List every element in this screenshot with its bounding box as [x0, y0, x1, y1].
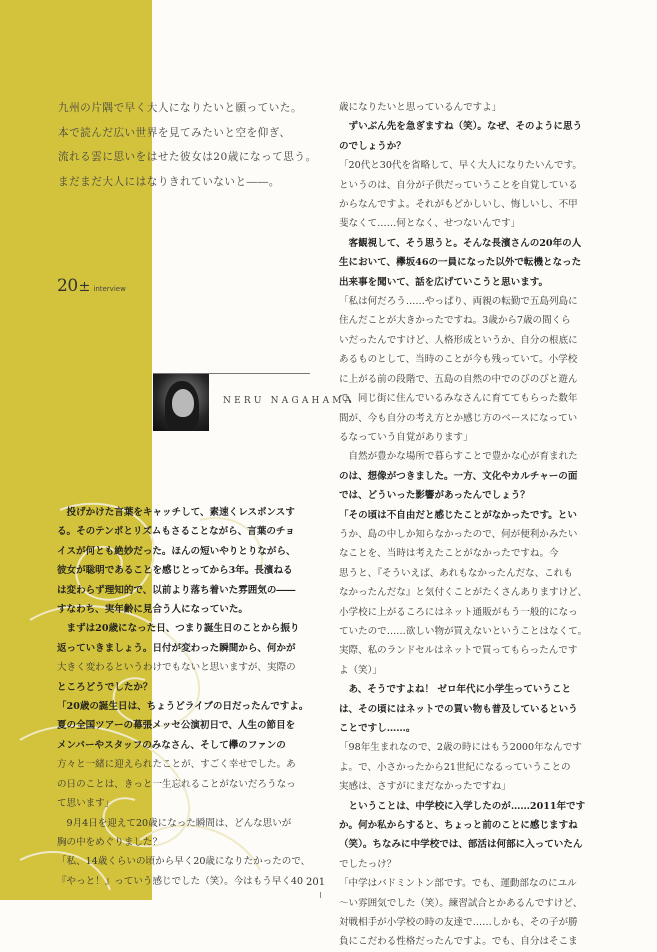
text-line: あるものとして、当時のことが今も残っていて。小学校 [339, 354, 578, 366]
text-line: ていたので……欲しい物が買えないということはなくて。 [339, 625, 588, 637]
left-column [57, 503, 317, 891]
text-line: は変わらず理知的で、以前より落ち着いた雰囲気の―― [57, 584, 296, 596]
text-line: まずは20歳になった日、つまり誕生日のことから振り [57, 623, 300, 635]
text-line: 9月4日を迎えて20歳になった瞬間は、どんな思いが [57, 817, 292, 829]
text-line: る。そのテンポとリズムもさることながら、言葉のチョ [57, 526, 295, 538]
text-line: イスが何とも絶妙だった。ほんの短いやりとりながら、 [57, 545, 296, 557]
text-line: 大きく変わるというわけでもないと思いますが、実際の [57, 662, 296, 674]
text-line: 『やっと！』っていう感じでした（笑）。今はもう早く40 [57, 875, 304, 887]
page-number-tick [320, 892, 321, 898]
portrait-face [172, 389, 194, 417]
text-line: 返っていきましょう。日付が変わった瞬間から、何かが [57, 642, 296, 654]
text-line: 歳になりたいと思っているんですよ」 [339, 102, 502, 113]
text-line: は、その頃にはネットでの買い物も普及しているという [339, 703, 578, 715]
text-line: 「20歳の誕生日は、ちょうどライブの日だったんですよ。 [57, 701, 309, 713]
text-line: ずいぶん先を急ぎますね（笑）。なぜ、そのように思う [339, 121, 583, 133]
text-line: すなわち、実年齢に見合う人になっていた。 [57, 604, 248, 616]
page-number: 201 [306, 877, 326, 888]
text-line: よ。で、小さかったから21世紀になるっていうことの [339, 761, 571, 773]
text-line: 斐なくて……何となく、せつないんです」 [339, 218, 521, 230]
text-line: 「その頃は不自由だと感じたことがなかったです。とい [339, 509, 577, 521]
text-line: いだったんですけど、人格形成というか、自分の根底に [339, 334, 578, 346]
portrait-photo [153, 374, 209, 431]
series-label: interview [93, 285, 126, 293]
text-line: 出来事を聞いて、話を広げていこうと思います。 [339, 276, 549, 288]
text-line: 方々と一緒に迎えられたことが、すごく幸せでした。あ [57, 759, 296, 771]
text-line: か。何か私からすると、ちょっと前のことに感じますね [339, 820, 578, 832]
text-line: 「私、14歳くらいの頃から早く20歳になりたかったので、 [57, 856, 311, 868]
text-line: 夏の全国ツアーの幕張メッセ公演初日で、人生の節目を [57, 720, 296, 732]
text-line: なかったんだな』と気付くことがたくさんありますけど、 [339, 587, 588, 599]
text-line: では、どういった影響があったんでしょう？ [339, 490, 530, 502]
text-line: 「98年生まれなので、2歳の時にはもう2000年なんです [339, 742, 582, 754]
text-line: からなんですよ。それがもどかしいし、悔しいし、不甲 [339, 199, 578, 211]
text-line: 間が、今も自分の考え方とか感じ方のベースになってい [339, 412, 578, 424]
text-line: 思うと、『そういえば、あれもなかったんだな、これも [339, 567, 573, 579]
text-line: なことを、当時は考えたことがなかったですね。今 [339, 548, 559, 560]
text-line: 負にこだわる性格だったんですよ。でも、自分はそこま [339, 936, 578, 948]
series-number: 20 [57, 276, 78, 296]
series-sign: ± [78, 279, 91, 295]
text-line: 自然が豊かな場所で暮らすことで豊かな心が育まれた [339, 451, 578, 463]
intro-line: まだまだ大人にはなりきれていないと――。 [58, 175, 280, 188]
text-line: に上がる前の段階で、五島の自然の中でのびのびと遊ん [339, 373, 578, 385]
text-line: 胸の中をめぐりました？ [57, 836, 163, 848]
intro-line: 本で読んだ広い世界を見てみたいと空を仰ぎ、 [58, 126, 291, 139]
text-line: 彼女が聡明であることを感じとってから3年。長濱ねる [57, 565, 293, 577]
right-column [339, 98, 617, 952]
text-line: で、同じ街に住んでいるみなさんに育ててもらった数年 [339, 393, 578, 405]
text-line: ということは、中学校に入学したのが……2011年です [339, 800, 586, 812]
intro-line: 九州の片隅で早く大人になりたいと願っていた。 [58, 102, 303, 114]
interviewee-name: NERU NAGAHAMA [223, 396, 355, 406]
text-line: ～い雰囲気でした（笑）。練習試合とかあるんですけど、 [339, 897, 583, 909]
text-line: 小学校に上がるころにはネット通販がもう一般的になっ [339, 606, 578, 618]
intro-lead [58, 96, 318, 194]
text-line: というのは、自分が子供だっていうことを自覚している [339, 179, 578, 191]
text-line: 投げかけた言葉をキャッチして、素速くレスポンスす [57, 507, 295, 518]
text-line: 実感は、さすがにまだなかったですね」 [339, 781, 511, 793]
text-line: るなっていう自覚があります」 [339, 431, 473, 443]
text-line: 実際、私のランドセルはネットで買ってもらったんです [339, 645, 578, 657]
text-line: の日のことは、きっと一生忘れることがないだろうなっ [57, 778, 296, 790]
text-line: メンバーやスタッフのみなさん、そして欅のファンの [57, 739, 286, 751]
text-line: 客観視して、そう思うと。そんな長濱さんの20年の人 [339, 237, 582, 249]
text-line: よ（笑）」 [339, 664, 382, 676]
text-line: 「20代と30代を省略して、早く大人になりたいんです。 [339, 160, 582, 172]
intro-line: 流れる雲に思いをはせた彼女は20歳になって思う。 [58, 151, 317, 163]
text-line: 「私は何だろう……やっぱり、両親の転勤で五島列島に [339, 296, 578, 308]
text-line: ところどうでしたか？ [57, 681, 153, 693]
text-line: ことですし……。 [339, 723, 416, 734]
text-line: のは、想像がつきました。一方、文化やカルチャーの面 [339, 470, 578, 482]
text-line: うか、島の中しか知らなかったので、何が便利かみたい [339, 528, 578, 540]
text-line: 住んだことが大きかったですね。3歳から7歳の間くら [339, 315, 571, 327]
text-line: でしたっけ？ [339, 858, 397, 870]
series-logo [57, 276, 126, 296]
text-line: （笑）。ちなみに中学校では、部活は何部に入っていたん [339, 839, 583, 851]
text-line: て思います」 [57, 798, 115, 810]
text-line: 対戦相手が小学校の時の友達で……しかも、その子が勝 [339, 917, 578, 929]
text-line: のでしょうか？ [339, 140, 406, 152]
text-line: 「中学はバドミントン部です。でも、運動部なのにユル [339, 878, 577, 890]
text-line: あ、そうですよね！ ゼロ年代に小学生っていうこと [339, 684, 572, 696]
text-line: 生において、欅坂46の一員になった以外で転機となった [339, 257, 582, 269]
